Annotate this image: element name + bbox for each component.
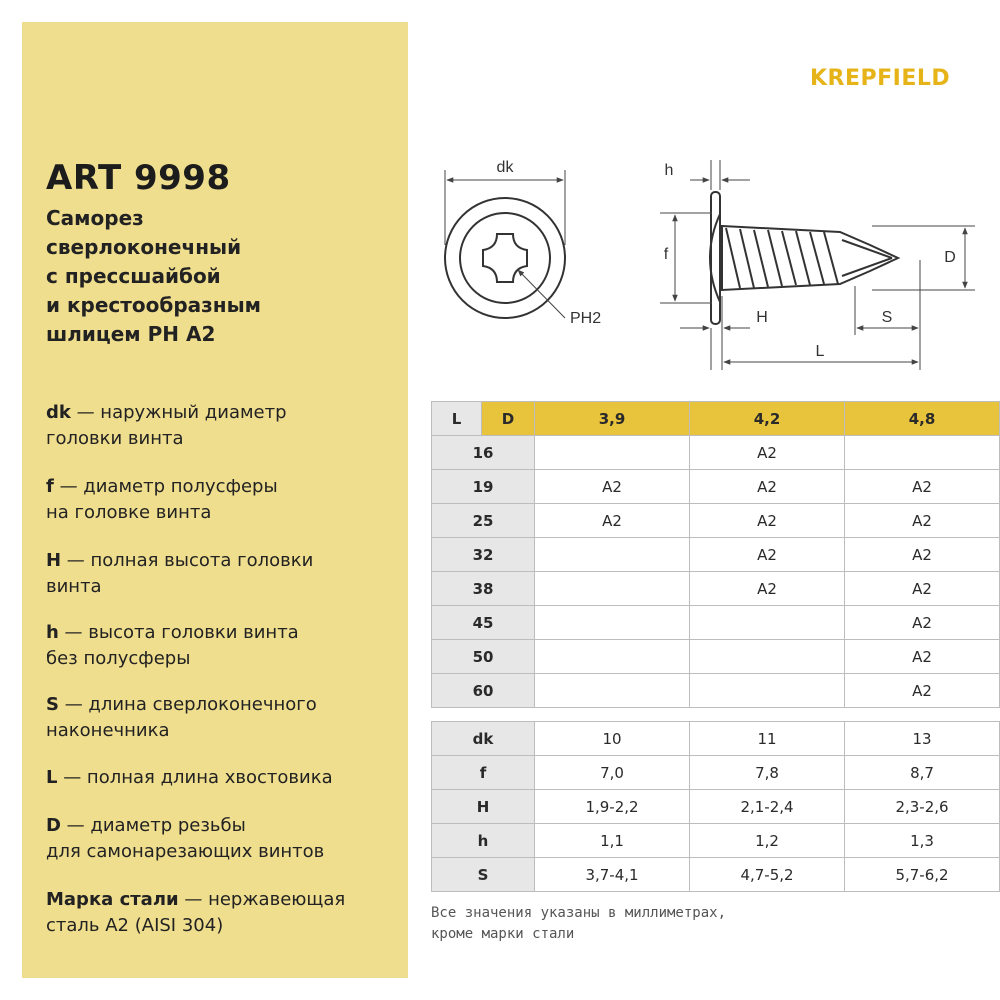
- definition-text: на головке винта: [46, 502, 212, 523]
- dimension-value: 7,0: [535, 756, 690, 790]
- dimension-value: 11: [690, 722, 845, 756]
- corner-L: L: [432, 402, 482, 436]
- availability-cell: [690, 606, 845, 640]
- definition-text: — полная длина хвостовика: [57, 767, 333, 788]
- definition-item: [46, 692, 317, 744]
- availability-cell: A2: [845, 538, 1000, 572]
- table-row: [432, 504, 1000, 538]
- definition-term: H: [46, 550, 62, 571]
- definition-text: — диаметр резьбы: [60, 815, 246, 836]
- table-row: [432, 470, 1000, 504]
- footnote-line: кроме марки стали: [431, 926, 575, 942]
- length-cell: 50: [432, 640, 535, 674]
- definition-item: [46, 813, 324, 865]
- definition-term: h: [46, 622, 59, 643]
- label-H: H: [756, 309, 768, 326]
- dimension-value: 7,8: [690, 756, 845, 790]
- definition-item: [46, 620, 299, 672]
- availability-cell: [690, 640, 845, 674]
- label-L: L: [815, 343, 825, 360]
- availability-cell: A2: [535, 470, 690, 504]
- dimension-label: S: [432, 858, 535, 892]
- length-cell: 60: [432, 674, 535, 708]
- availability-cell: A2: [845, 572, 1000, 606]
- info-panel: [22, 22, 408, 978]
- dimension-label: h: [432, 824, 535, 858]
- dimension-value: 10: [535, 722, 690, 756]
- availability-cell: [535, 538, 690, 572]
- table-row: [432, 756, 1000, 790]
- drill-tip-lines: [842, 240, 892, 276]
- product-name-line: с прессшайбой: [46, 264, 221, 288]
- availability-cell: A2: [690, 504, 845, 538]
- dimension-value: 5,7-6,2: [845, 858, 1000, 892]
- availability-cell: A2: [845, 674, 1000, 708]
- length-cell: 25: [432, 504, 535, 538]
- table-row: [432, 858, 1000, 892]
- press-washer: [711, 192, 720, 324]
- table-row: [432, 640, 1000, 674]
- definition-text: — длина сверлоконечного: [58, 694, 317, 715]
- availability-cell: A2: [845, 470, 1000, 504]
- units-footnote: [431, 903, 991, 945]
- table-row: [432, 722, 1000, 756]
- label-f: f: [663, 246, 669, 263]
- definition-text: головки винта: [46, 428, 184, 449]
- phillips-cross: [483, 234, 527, 282]
- definition-term: f: [46, 476, 54, 497]
- definition-text: сталь A2 (AISI 304): [46, 915, 224, 936]
- availability-cell: [535, 572, 690, 606]
- definition-item: [46, 765, 333, 791]
- label-dk: dk: [496, 159, 514, 176]
- definition-text: без полусферы: [46, 648, 191, 669]
- footnote-line: Все значения указаны в миллиметрах,: [431, 905, 727, 921]
- label-S: S: [881, 309, 893, 326]
- dimension-value: 1,1: [535, 824, 690, 858]
- definition-text: — нержавеющая: [178, 889, 346, 910]
- availability-cell: A2: [845, 640, 1000, 674]
- availability-cell: [535, 674, 690, 708]
- label-h: h: [664, 162, 674, 179]
- dimension-value: 8,7: [845, 756, 1000, 790]
- dimension-table: [431, 721, 1000, 892]
- dimension-label: dk: [432, 722, 535, 756]
- definition-term: D: [46, 815, 61, 836]
- availability-cell: A2: [690, 470, 845, 504]
- availability-header-row: [432, 402, 1000, 436]
- diameter-header: 4,8: [845, 402, 1000, 436]
- table-row: [432, 538, 1000, 572]
- label-ph: PH2: [570, 310, 602, 327]
- table-row: [432, 436, 1000, 470]
- availability-cell: [535, 436, 690, 470]
- definition-text: — диаметр полусферы: [53, 476, 278, 497]
- brand-logo: KREPFIELD: [810, 66, 951, 91]
- availability-cell: [690, 674, 845, 708]
- availability-cell: A2: [845, 504, 1000, 538]
- definition-term: S: [46, 694, 59, 715]
- availability-cell: [535, 640, 690, 674]
- definition-item: [46, 400, 287, 452]
- table-row: [432, 790, 1000, 824]
- definition-item: [46, 548, 313, 600]
- corner-D: D: [482, 402, 535, 436]
- diameter-header: 3,9: [535, 402, 690, 436]
- definition-text: наконечника: [46, 720, 170, 741]
- thread-lines: [726, 228, 838, 288]
- availability-cell: A2: [535, 504, 690, 538]
- dimension-value: 1,2: [690, 824, 845, 858]
- definition-text: — полная высота головки: [61, 550, 314, 571]
- table-row: [432, 674, 1000, 708]
- availability-cell: [535, 606, 690, 640]
- availability-cell: A2: [845, 606, 1000, 640]
- availability-cell: A2: [690, 436, 845, 470]
- definition-text: винта: [46, 576, 102, 597]
- definition-term: L: [46, 767, 58, 788]
- availability-cell: A2: [690, 538, 845, 572]
- length-cell: 16: [432, 436, 535, 470]
- article-title: ART 9998: [46, 158, 231, 198]
- label-D: D: [944, 249, 956, 266]
- definition-item: [46, 474, 278, 526]
- dimension-label: f: [432, 756, 535, 790]
- definition-term: dk: [46, 402, 71, 423]
- availability-cell: [845, 436, 1000, 470]
- definition-text: для самонарезающих винтов: [46, 841, 325, 862]
- product-name-line: шлицем PH A2: [46, 322, 216, 346]
- screw-drawing: [420, 140, 980, 380]
- product-name-line: сверлоконечный: [46, 235, 242, 259]
- dimension-value: 2,1-2,4: [690, 790, 845, 824]
- length-cell: 45: [432, 606, 535, 640]
- dimension-label: H: [432, 790, 535, 824]
- availability-cell: A2: [690, 572, 845, 606]
- definition-text: — высота головки винта: [58, 622, 299, 643]
- dimension-value: 4,7-5,2: [690, 858, 845, 892]
- product-name-line: и крестообразным: [46, 293, 262, 317]
- availability-table: [431, 401, 1000, 708]
- length-cell: 19: [432, 470, 535, 504]
- dimension-value: 13: [845, 722, 1000, 756]
- dimension-value: 1,3: [845, 824, 1000, 858]
- definition-term: Марка стали: [46, 889, 179, 910]
- table-row: [432, 572, 1000, 606]
- definition-text: — наружный диаметр: [70, 402, 287, 423]
- length-cell: 38: [432, 572, 535, 606]
- product-name-line: Саморез: [46, 206, 144, 230]
- dimension-value: 2,3-2,6: [845, 790, 1000, 824]
- diameter-header: 4,2: [690, 402, 845, 436]
- definition-item: [46, 887, 345, 939]
- dimension-value: 1,9-2,2: [535, 790, 690, 824]
- table-row: [432, 824, 1000, 858]
- table-row: [432, 606, 1000, 640]
- dimension-value: 3,7-4,1: [535, 858, 690, 892]
- length-cell: 32: [432, 538, 535, 572]
